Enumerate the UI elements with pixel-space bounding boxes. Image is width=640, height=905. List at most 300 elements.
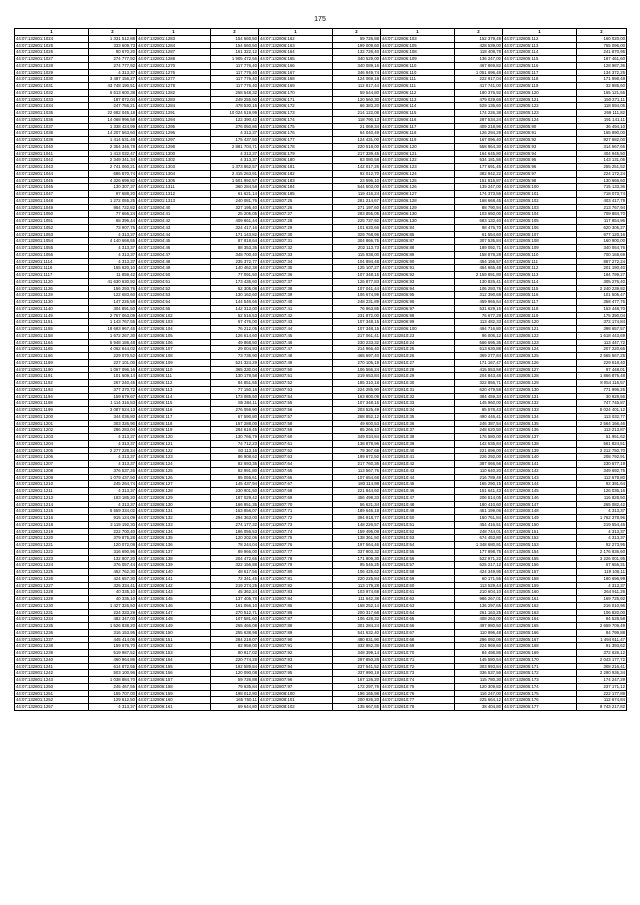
- cadastral-number-cell: 44:07:132801:1218: [15, 521, 89, 528]
- cadastral-number-cell: 44:07:132801:1034: [15, 103, 89, 110]
- table-row: [15, 319, 627, 326]
- table-row: [15, 373, 627, 380]
- cadastral-number-cell: 44:07:132801:1277: [137, 76, 211, 83]
- cadastral-number-cell: 44:07:132810:37: [381, 427, 455, 434]
- cadastral-number-cell: 44:07:132806:105: [381, 42, 455, 49]
- cadastral-number-cell: 44:07:132806:168: [259, 76, 333, 83]
- value-cell: 103 650,00: [455, 211, 503, 218]
- value-cell: 151 815,87: [455, 177, 503, 184]
- cadastral-number-cell: 44:07:132806:114: [381, 103, 455, 110]
- value-cell: 96 006,12: [455, 332, 503, 339]
- cadastral-number-cell: 44:07:132801:1283: [137, 96, 211, 103]
- value-cell: 267 240,45: [89, 380, 137, 387]
- value-cell: 136 297,65: [455, 602, 503, 609]
- value-cell: 216 010,96: [577, 602, 627, 609]
- cadastral-number-cell: 44:07:132801:1225: [15, 569, 89, 576]
- cadastral-number-cell: 44:07:132805:116: [503, 62, 577, 69]
- value-cell: 541 632,40: [333, 629, 381, 636]
- cadastral-number-cell: 44:07:132805:113: [503, 42, 577, 49]
- cadastral-number-cell: 44:07:132801:1114: [15, 258, 89, 265]
- table-row: [15, 508, 627, 515]
- cadastral-number-cell: 44:07:132805:96: [503, 164, 577, 171]
- value-cell: 137 405,78: [211, 596, 259, 603]
- cadastral-number-cell: 44:07:132806:87: [381, 238, 455, 245]
- table-row: [15, 272, 627, 279]
- cadastral-number-cell: 44:07:132801:1051: [15, 218, 89, 225]
- value-cell: 165 290,15: [455, 481, 503, 488]
- value-cell: 92 391,64: [577, 481, 627, 488]
- value-cell: 270 105,19: [333, 359, 381, 366]
- cadastral-number-cell: 44:07:132801:1035: [15, 110, 89, 117]
- value-cell: 445 414,06: [89, 636, 137, 643]
- value-cell: 171 998,48: [577, 76, 627, 83]
- cadastral-number-cell: 44:07:132807:35: [259, 265, 333, 272]
- cadastral-number-cell: 44:07:132805:108: [503, 238, 577, 245]
- cadastral-number-cell: 44:07:132806:181: [259, 164, 333, 171]
- value-cell: 219 274,25: [211, 582, 259, 589]
- value-cell: 174 373,56: [455, 191, 503, 198]
- value-cell: 864 722,82: [89, 204, 137, 211]
- cadastral-number-cell: 44:07:132807:69: [259, 494, 333, 501]
- cadastral-number-cell: 44:07:132801:1041: [15, 150, 89, 157]
- value-cell: 107 348,15: [333, 326, 381, 333]
- value-cell: 4 313,37: [577, 528, 627, 535]
- cadastral-number-cell: 44:07:132801:1044: [15, 170, 89, 177]
- cadastral-number-cell: 44:07:132810:74: [381, 677, 455, 684]
- value-cell: 147 226,58: [89, 299, 137, 306]
- value-cell: 67 476,00: [211, 319, 259, 326]
- cadastral-number-cell: 44:07:132805:120: [503, 319, 577, 326]
- cadastral-number-cell: 44:07:132806:84: [381, 224, 455, 231]
- value-cell: 1 051 696,48: [455, 69, 503, 76]
- cadastral-number-cell: 44:07:132806:113: [137, 386, 211, 393]
- cadastral-number-cell: 44:07:132805:101: [503, 191, 577, 198]
- cadastral-number-cell: 44:07:132806:115: [137, 400, 211, 407]
- cadastral-number-cell: 44:07:132801:1242: [15, 670, 89, 677]
- value-cell: 219 653,84: [333, 373, 381, 380]
- table-row: [15, 197, 627, 204]
- value-cell: 101 506,47: [577, 292, 627, 299]
- value-cell: 140 462,38: [211, 265, 259, 272]
- value-cell: 301 284,24: [333, 623, 381, 630]
- value-cell: 2 564 166,46: [577, 420, 627, 427]
- value-cell: 174 247,29: [577, 677, 627, 684]
- cadastral-number-cell: 44:07:132805:117: [503, 299, 577, 306]
- cadastral-number-cell: 44:07:132806:171: [259, 96, 333, 103]
- cadastral-number-cell: 44:07:132806:103: [381, 35, 455, 42]
- cadastral-number-cell: 44:07:132805:121: [503, 96, 577, 103]
- cadastral-number-cell: 44:07:132810:25: [381, 346, 455, 353]
- value-cell: 625 217,12: [455, 562, 503, 569]
- cadastral-number-cell: 44:07:132801:1033: [15, 96, 89, 103]
- value-cell: 222 917,04: [455, 76, 503, 83]
- cadastral-number-cell: 44:07:132806:169: [259, 83, 333, 90]
- cadastral-number-cell: 44:07:132807:43: [259, 319, 333, 326]
- cadastral-number-cell: 44:07:132810:48: [381, 501, 455, 508]
- cadastral-number-cell: 44:07:132806:110: [137, 366, 211, 373]
- value-cell: 150 761,84: [455, 515, 503, 522]
- value-cell: 113 032,77: [577, 413, 627, 420]
- value-cell: 106 820,00: [577, 609, 627, 616]
- value-cell: 165 121,55: [577, 89, 627, 96]
- value-cell: 135 667,55: [333, 704, 381, 711]
- cadastral-number-cell: 44:07:132801:1209: [15, 474, 89, 481]
- value-cell: 60 171,55: [455, 575, 503, 582]
- value-cell: 4 313,37: [89, 258, 137, 265]
- value-cell: 124 431,00: [333, 137, 381, 144]
- cadastral-number-cell: 44:07:132810:76: [381, 690, 455, 697]
- table-row: [15, 636, 627, 643]
- value-cell: 620 306,27: [577, 224, 627, 231]
- table-row: [15, 191, 627, 198]
- value-cell: 4 313,37: [211, 157, 259, 164]
- value-cell: 143 131,05: [577, 157, 627, 164]
- cadastral-number-cell: 44:07:132807:52: [259, 380, 333, 387]
- value-cell: 286 092,06: [455, 636, 503, 643]
- cadastral-number-cell: 44:07:132805:149: [503, 515, 577, 522]
- cadastral-number-cell: 44:07:132805:114: [503, 49, 577, 56]
- cadastral-number-cell: 44:07:132805:168: [503, 643, 577, 650]
- value-cell: 229 070,52: [89, 353, 137, 360]
- cadastral-number-cell: 44:07:132806:156: [137, 670, 211, 677]
- value-cell: 130 666,60: [577, 177, 627, 184]
- value-cell: 2 565 567,25: [577, 353, 627, 360]
- value-cell: 409 661,44: [211, 218, 259, 225]
- cadastral-number-cell: 44:07:132807:44: [259, 326, 333, 333]
- value-cell: 387 066,56: [455, 461, 503, 468]
- cadastral-number-cell: 44:07:132804:45: [137, 238, 211, 245]
- value-cell: 106 293,76: [455, 285, 503, 292]
- cadastral-number-cell: 44:07:132807:75: [259, 535, 333, 542]
- cadastral-number-cell: 44:07:132807:50: [259, 366, 333, 373]
- table-row: [15, 488, 627, 495]
- column-header: 1: [381, 29, 455, 36]
- value-cell: 94 528,58: [577, 616, 627, 623]
- table-row: [15, 251, 627, 258]
- cadastral-number-cell: 44:07:132806:173: [259, 110, 333, 117]
- value-cell: 1 672 267,30: [89, 332, 137, 339]
- value-cell: 8 054 116,57: [577, 380, 627, 387]
- cadastral-number-cell: 44:07:132804:49: [137, 265, 211, 272]
- value-cell: 199 009,60: [333, 42, 381, 49]
- cadastral-number-cell: 44:07:132806:98: [381, 312, 455, 319]
- cadastral-number-cell: 44:07:132807:82: [259, 582, 333, 589]
- table-row: [15, 110, 627, 117]
- table-row: [15, 616, 627, 623]
- value-cell: 152 379,49: [455, 35, 503, 42]
- value-cell: 84 851,55: [211, 380, 259, 387]
- cadastral-number-cell: 44:07:132806:128: [137, 488, 211, 495]
- value-cell: 198 012,80: [211, 690, 259, 697]
- value-cell: 180 410,60: [455, 501, 503, 508]
- table-row: [15, 224, 627, 231]
- cadastral-number-cell: 44:07:132806:164: [259, 49, 333, 56]
- cadastral-number-cell: 44:07:132806:107: [137, 346, 211, 353]
- value-cell: 77 150,16: [211, 386, 259, 393]
- cadastral-number-cell: 44:07:132805:138: [503, 440, 577, 447]
- value-cell: 168 252,14: [333, 602, 381, 609]
- cadastral-number-cell: 44:07:132807:49: [259, 359, 333, 366]
- cadastral-number-cell: 44:07:132801:1126: [15, 285, 89, 292]
- cadastral-number-cell: 44:07:132804:44: [137, 231, 211, 238]
- value-cell: 107 654,68: [333, 474, 381, 481]
- value-cell: 120 560,30: [333, 96, 381, 103]
- value-cell: 126 036,16: [577, 488, 627, 495]
- value-cell: 130 826,41: [455, 278, 503, 285]
- value-cell: 160 900,00: [577, 238, 627, 245]
- value-cell: 454 156,57: [455, 258, 503, 265]
- value-cell: 235 372,77: [211, 258, 259, 265]
- cadastral-number-cell: 44:07:132806:179: [259, 150, 333, 157]
- cadastral-number-cell: 44:07:132810:73: [381, 670, 455, 677]
- value-cell: 128 987,36: [577, 62, 627, 69]
- value-cell: 40 335,10: [89, 589, 137, 596]
- cadastral-number-cell: 44:07:132801:1237: [15, 636, 89, 643]
- cadastral-number-cell: 44:07:132804:48: [137, 258, 211, 265]
- table-row: [15, 56, 627, 63]
- value-cell: 287 534,24: [455, 116, 503, 123]
- column-header: 1: [259, 29, 333, 36]
- value-cell: 163 800,09: [333, 393, 381, 400]
- cadastral-number-cell: 44:07:132805:122: [503, 332, 577, 339]
- cadastral-number-cell: 44:07:132810:78: [381, 704, 455, 711]
- cadastral-number-cell: 44:07:132807:74: [259, 528, 333, 535]
- value-cell: 230 901,50: [211, 488, 259, 495]
- value-cell: 224 969,60: [455, 643, 503, 650]
- value-cell: 4 313,37: [89, 461, 137, 468]
- cadastral-number-cell: 44:07:132810:63: [381, 602, 455, 609]
- cadastral-number-cell: 44:07:132806:174: [259, 116, 333, 123]
- value-cell: 161 641,43: [455, 488, 503, 495]
- value-cell: 177 691,45: [455, 164, 503, 171]
- value-cell: 43 748 190,51: [89, 83, 137, 90]
- value-cell: 176 580,00: [455, 434, 503, 441]
- value-cell: 11 859,42: [89, 272, 137, 279]
- value-cell: 167 126,20: [333, 677, 381, 684]
- value-cell: 59 544,80: [333, 89, 381, 96]
- cadastral-number-cell: 44:07:132801:1221: [15, 542, 89, 549]
- cadastral-number-cell: 44:07:132810:46: [381, 488, 455, 495]
- value-cell: 68 396,44: [89, 218, 137, 225]
- table-row: [15, 157, 627, 164]
- value-cell: 200 926,20: [333, 697, 381, 704]
- value-cell: 189 092,71: [455, 245, 503, 252]
- cadastral-number-cell: 44:07:132806:148: [137, 616, 211, 623]
- value-cell: 88 353,35: [211, 245, 259, 252]
- cadastral-number-cell: 44:07:132806:122: [381, 157, 455, 164]
- cadastral-number-cell: 44:07:132807:66: [259, 474, 333, 481]
- table-row: [15, 535, 627, 542]
- value-cell: 64 040,49: [333, 130, 381, 137]
- value-cell: 144 546,66: [211, 299, 259, 306]
- cadastral-number-cell: 44:07:132801:1198: [15, 400, 89, 407]
- cadastral-number-cell: 44:07:132805:155: [503, 555, 577, 562]
- cadastral-number-cell: 44:07:132810:60: [381, 582, 455, 589]
- cadastral-number-cell: 44:07:132805:104: [503, 211, 577, 218]
- cadastral-number-cell: 44:07:132806:120: [137, 434, 211, 441]
- cadastral-number-cell: 44:07:132805:171: [503, 663, 577, 670]
- cadastral-number-cell: 44:07:132806:111: [137, 373, 211, 380]
- value-cell: 80 917,02: [211, 650, 259, 657]
- cadastral-number-cell: 44:07:132806:104: [137, 326, 211, 333]
- value-cell: 154 560,50: [211, 35, 259, 42]
- value-cell: 222 177,89: [577, 690, 627, 697]
- cadastral-number-cell: 44:07:132805:92: [503, 137, 577, 144]
- value-cell: 308 216,41: [577, 663, 627, 670]
- cadastral-number-cell: 44:07:132804:54: [137, 299, 211, 306]
- value-cell: 333 609,73: [89, 42, 137, 49]
- cadastral-number-cell: 44:07:132806:92: [381, 272, 455, 279]
- table-row: [15, 305, 627, 312]
- cadastral-number-cell: 44:07:132806:127: [137, 481, 211, 488]
- value-cell: 225 664,12: [455, 697, 503, 704]
- value-cell: 142 313,00: [211, 305, 259, 312]
- value-cell: 2 659 709,49: [577, 623, 627, 630]
- value-cell: 1 414 531,48: [89, 137, 137, 144]
- value-cell: 482 347,00: [89, 616, 137, 623]
- cadastral-number-cell: 44:07:132801:1250: [15, 683, 89, 690]
- cadastral-number-cell: 44:07:132801:1151: [15, 319, 89, 326]
- cadastral-number-cell: 44:07:132807:90: [259, 636, 333, 643]
- cadastral-number-cell: 44:07:132810:32: [381, 393, 455, 400]
- value-cell: 67 656,31: [577, 562, 627, 569]
- cadastral-number-cell: 44:07:132801:1117: [15, 272, 89, 279]
- cadastral-number-cell: 44:07:132806:115: [381, 110, 455, 117]
- value-cell: 112 674,84: [577, 697, 627, 704]
- value-cell: 117 776,40: [211, 69, 259, 76]
- cadastral-number-cell: 44:07:132810:42: [381, 461, 455, 468]
- cadastral-number-cell: 44:07:132806:146: [137, 602, 211, 609]
- value-cell: 18 693 967,45: [89, 326, 137, 333]
- value-cell: 294 363,00: [211, 515, 259, 522]
- cadastral-number-cell: 44:07:132804:55: [137, 305, 211, 312]
- cadastral-number-cell: 44:07:132801:1027: [15, 56, 89, 63]
- value-cell: 456 498,33: [333, 494, 381, 501]
- value-cell: 372 174,84: [577, 319, 627, 326]
- table-row: [15, 548, 627, 555]
- value-cell: 4 313,37: [89, 245, 137, 252]
- table-row: [15, 312, 627, 319]
- cadastral-number-cell: 44:07:132805:153: [503, 542, 577, 549]
- cadastral-number-cell: 44:07:132805:130: [503, 386, 577, 393]
- table-row: [15, 258, 627, 265]
- cadastral-number-cell: 44:07:132807:40: [259, 299, 333, 306]
- value-cell: 286 283,04: [89, 427, 137, 434]
- value-cell: 340 089,16: [333, 62, 381, 69]
- cadastral-number-cell: 44:07:132805:93: [503, 143, 577, 150]
- cadastral-number-cell: 44:07:132810:70: [381, 650, 455, 657]
- table-row: [15, 623, 627, 630]
- cadastral-number-cell: 44:07:132806:134: [137, 528, 211, 535]
- cadastral-number-cell: 44:07:132810:29: [381, 373, 455, 380]
- cadastral-number-cell: 44:07:132801:1040: [15, 143, 89, 150]
- value-cell: 38 404,80: [455, 704, 503, 711]
- cadastral-number-cell: 44:07:132806:132: [137, 515, 211, 522]
- value-cell: 276 050,86: [211, 123, 259, 130]
- cadastral-number-cell: 44:07:132810:23: [381, 332, 455, 339]
- cadastral-number-cell: 44:07:132801:1240: [15, 656, 89, 663]
- value-cell: 112 678,80: [577, 474, 627, 481]
- cadastral-number-cell: 44:07:132806:118: [381, 130, 455, 137]
- cadastral-number-cell: 44:07:132805:139: [503, 447, 577, 454]
- value-cell: 1 762 378,96: [577, 515, 627, 522]
- cadastral-number-cell: 44:07:132807:57: [259, 413, 333, 420]
- cadastral-number-cell: 44:07:132806:177: [259, 137, 333, 144]
- cadastral-number-cell: 44:07:132806:118: [137, 420, 211, 427]
- table-row: [15, 427, 627, 434]
- cadastral-number-cell: 44:07:132805:115: [503, 56, 577, 63]
- value-cell: 265 082,42: [577, 501, 627, 508]
- value-cell: 258 548,32: [211, 89, 259, 96]
- cadastral-number-cell: 44:07:132807:71: [259, 508, 333, 515]
- value-cell: 72 341,45: [211, 575, 259, 582]
- value-cell: 424 349,95: [455, 569, 503, 576]
- value-cell: 59 726,88: [211, 677, 259, 684]
- cadastral-number-cell: 44:07:132801:1243: [15, 677, 89, 684]
- value-cell: 219 554,46: [577, 521, 627, 528]
- cadastral-number-cell: 44:07:132801:1191: [15, 373, 89, 380]
- value-cell: 307 535,84: [455, 238, 503, 245]
- value-cell: 117 776,40: [211, 62, 259, 69]
- cadastral-number-cell: 44:07:132806:93: [381, 278, 455, 285]
- cadastral-number-cell: 44:07:132801:1288: [137, 56, 211, 63]
- cadastral-number-cell: 44:07:132806:125: [381, 177, 455, 184]
- cadastral-number-cell: 44:07:132801:1055: [15, 245, 89, 252]
- value-cell: 247 756,21: [89, 103, 137, 110]
- value-cell: 45 362,24: [211, 589, 259, 596]
- table-row: [15, 454, 627, 461]
- cadastral-number-cell: 44:07:132801:1238: [15, 643, 89, 650]
- cadastral-number-cell: 44:07:132805:123: [503, 110, 577, 117]
- value-cell: 1 866 876,48: [577, 373, 627, 380]
- cadastral-number-cell: 44:07:132806:117: [381, 123, 455, 130]
- value-cell: 336 537,56: [455, 670, 503, 677]
- value-cell: 196 165,98: [333, 690, 381, 697]
- value-cell: 521 324,29: [211, 359, 259, 366]
- value-cell: 187 029,42: [211, 494, 259, 501]
- cadastral-number-cell: 44:07:132806:119: [137, 427, 211, 434]
- value-cell: 558 964,30: [455, 143, 503, 150]
- cadastral-number-cell: 44:07:132806:158: [137, 683, 211, 690]
- table-row: [15, 407, 627, 414]
- cadastral-number-cell: 44:07:132801:1032: [15, 89, 89, 96]
- value-cell: 107 348,15: [333, 272, 381, 279]
- value-cell: 1 501 992,57: [211, 177, 259, 184]
- table-row: [15, 683, 627, 690]
- value-cell: 771 996,25: [577, 386, 627, 393]
- cadastral-number-cell: 44:07:132805:167: [503, 636, 577, 643]
- value-cell: 348 700,40: [211, 251, 259, 258]
- cadastral-number-cell: 44:07:132801:1224: [15, 562, 89, 569]
- cadastral-number-cell: 44:07:132806:117: [137, 413, 211, 420]
- value-cell: 206 514,05: [455, 494, 503, 501]
- value-cell: 130 162,60: [211, 292, 259, 299]
- cadastral-number-cell: 44:07:132807:48: [259, 353, 333, 360]
- page-number: 175: [314, 16, 326, 23]
- value-cell: 346 949,74: [333, 69, 381, 76]
- cadastral-number-cell: 44:07:132807:31: [259, 238, 333, 245]
- value-cell: 224 285,90: [333, 386, 381, 393]
- cadastral-number-cell: 44:07:132807:33: [259, 251, 333, 258]
- value-cell: 2 415 263,91: [211, 170, 259, 177]
- cadastral-number-cell: 44:07:132801:1149: [15, 312, 89, 319]
- cadastral-number-cell: 44:07:132801:1030: [15, 76, 89, 83]
- cadastral-number-cell: 44:07:132806:166: [259, 62, 333, 69]
- cadastral-number-cell: 44:07:132804:42: [137, 218, 211, 225]
- cadastral-number-cell: 44:07:132806:110: [381, 62, 455, 69]
- cadastral-number-cell: 44:07:132810:38: [381, 434, 455, 441]
- cadastral-number-cell: 44:07:132801:1130: [15, 299, 89, 306]
